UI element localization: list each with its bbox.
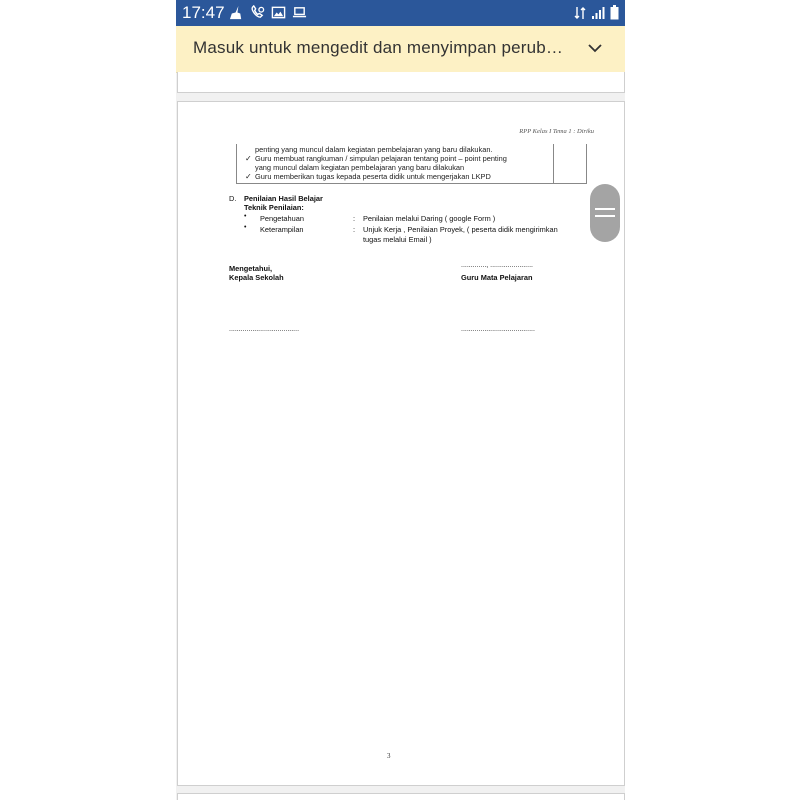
bullet-icon: • [244,224,247,231]
principal-label: Kepala Sekolah [229,273,284,282]
phone-settings-icon [250,5,265,20]
laptop-icon [292,5,307,20]
table-line: Guru memberikan tugas kepada peserta didik untuk mengerjakan LKPD [255,172,491,181]
broom-icon [229,5,244,20]
assessment-colon: : [353,214,356,223]
status-bar [176,0,625,26]
section-letter: D. [229,194,237,203]
grip-line-icon [595,208,615,210]
assessment-value-continued: tugas melalui Email ) [363,235,432,244]
check-icon: ✓ [245,172,252,181]
check-icon: ✓ [245,154,252,163]
banner-text: Masuk untuk mengedit dan menyimpan perub… [193,38,564,57]
place-date-dots: ............., ...................... [461,262,533,269]
scroll-handle[interactable] [590,184,620,242]
table-line: penting yang muncul dalam kegiatan pembelajaran yang baru dilakukan. [255,145,493,154]
bullet-icon: • [244,213,247,220]
document-header: RPP Kelas I Tema 1 : Diriku [519,128,594,135]
previous-page-edge [177,72,625,93]
table-line: Guru membuat rangkuman / simpulan pelajaran tentang point – point penting [255,154,507,163]
principal-signature-line: .................................... [229,326,300,333]
grip-line-icon [595,215,615,217]
table-line: yang muncul dalam kegiatan pembelajaran yang baru dilakukan [255,163,465,172]
assessment-label: Pengetahuan [260,214,304,223]
signal-icon [591,6,605,20]
next-page-edge [177,793,625,800]
data-arrows-icon [574,6,586,20]
chevron-down-icon[interactable] [587,40,603,56]
assessment-value: Unjuk Kerja , Penilaian Proyek, ( peserta didik mengirimkan [363,225,558,234]
assessment-colon: : [353,225,356,234]
section-subtitle: Teknik Penilaian: [244,203,304,212]
teacher-signature-line: ...................................... [461,326,535,333]
section-title: Penilaian Hasil Belajar [244,194,323,203]
page-number: 3 [387,752,391,760]
table-column-divider [553,144,554,183]
status-time: 17:47 [182,3,225,22]
assessment-label: Keterampilan [260,225,304,234]
battery-icon [610,5,619,20]
acknowledged-label: Mengetahui, [229,264,273,273]
image-icon [271,5,286,20]
teacher-label: Guru Mata Pelajaran [461,273,533,282]
assessment-value: Penilaian melalui Daring ( google Form ) [363,214,496,223]
phone-screen [176,0,625,800]
document-page [177,101,625,786]
sign-in-banner[interactable] [176,26,625,73]
activity-table [236,144,587,184]
